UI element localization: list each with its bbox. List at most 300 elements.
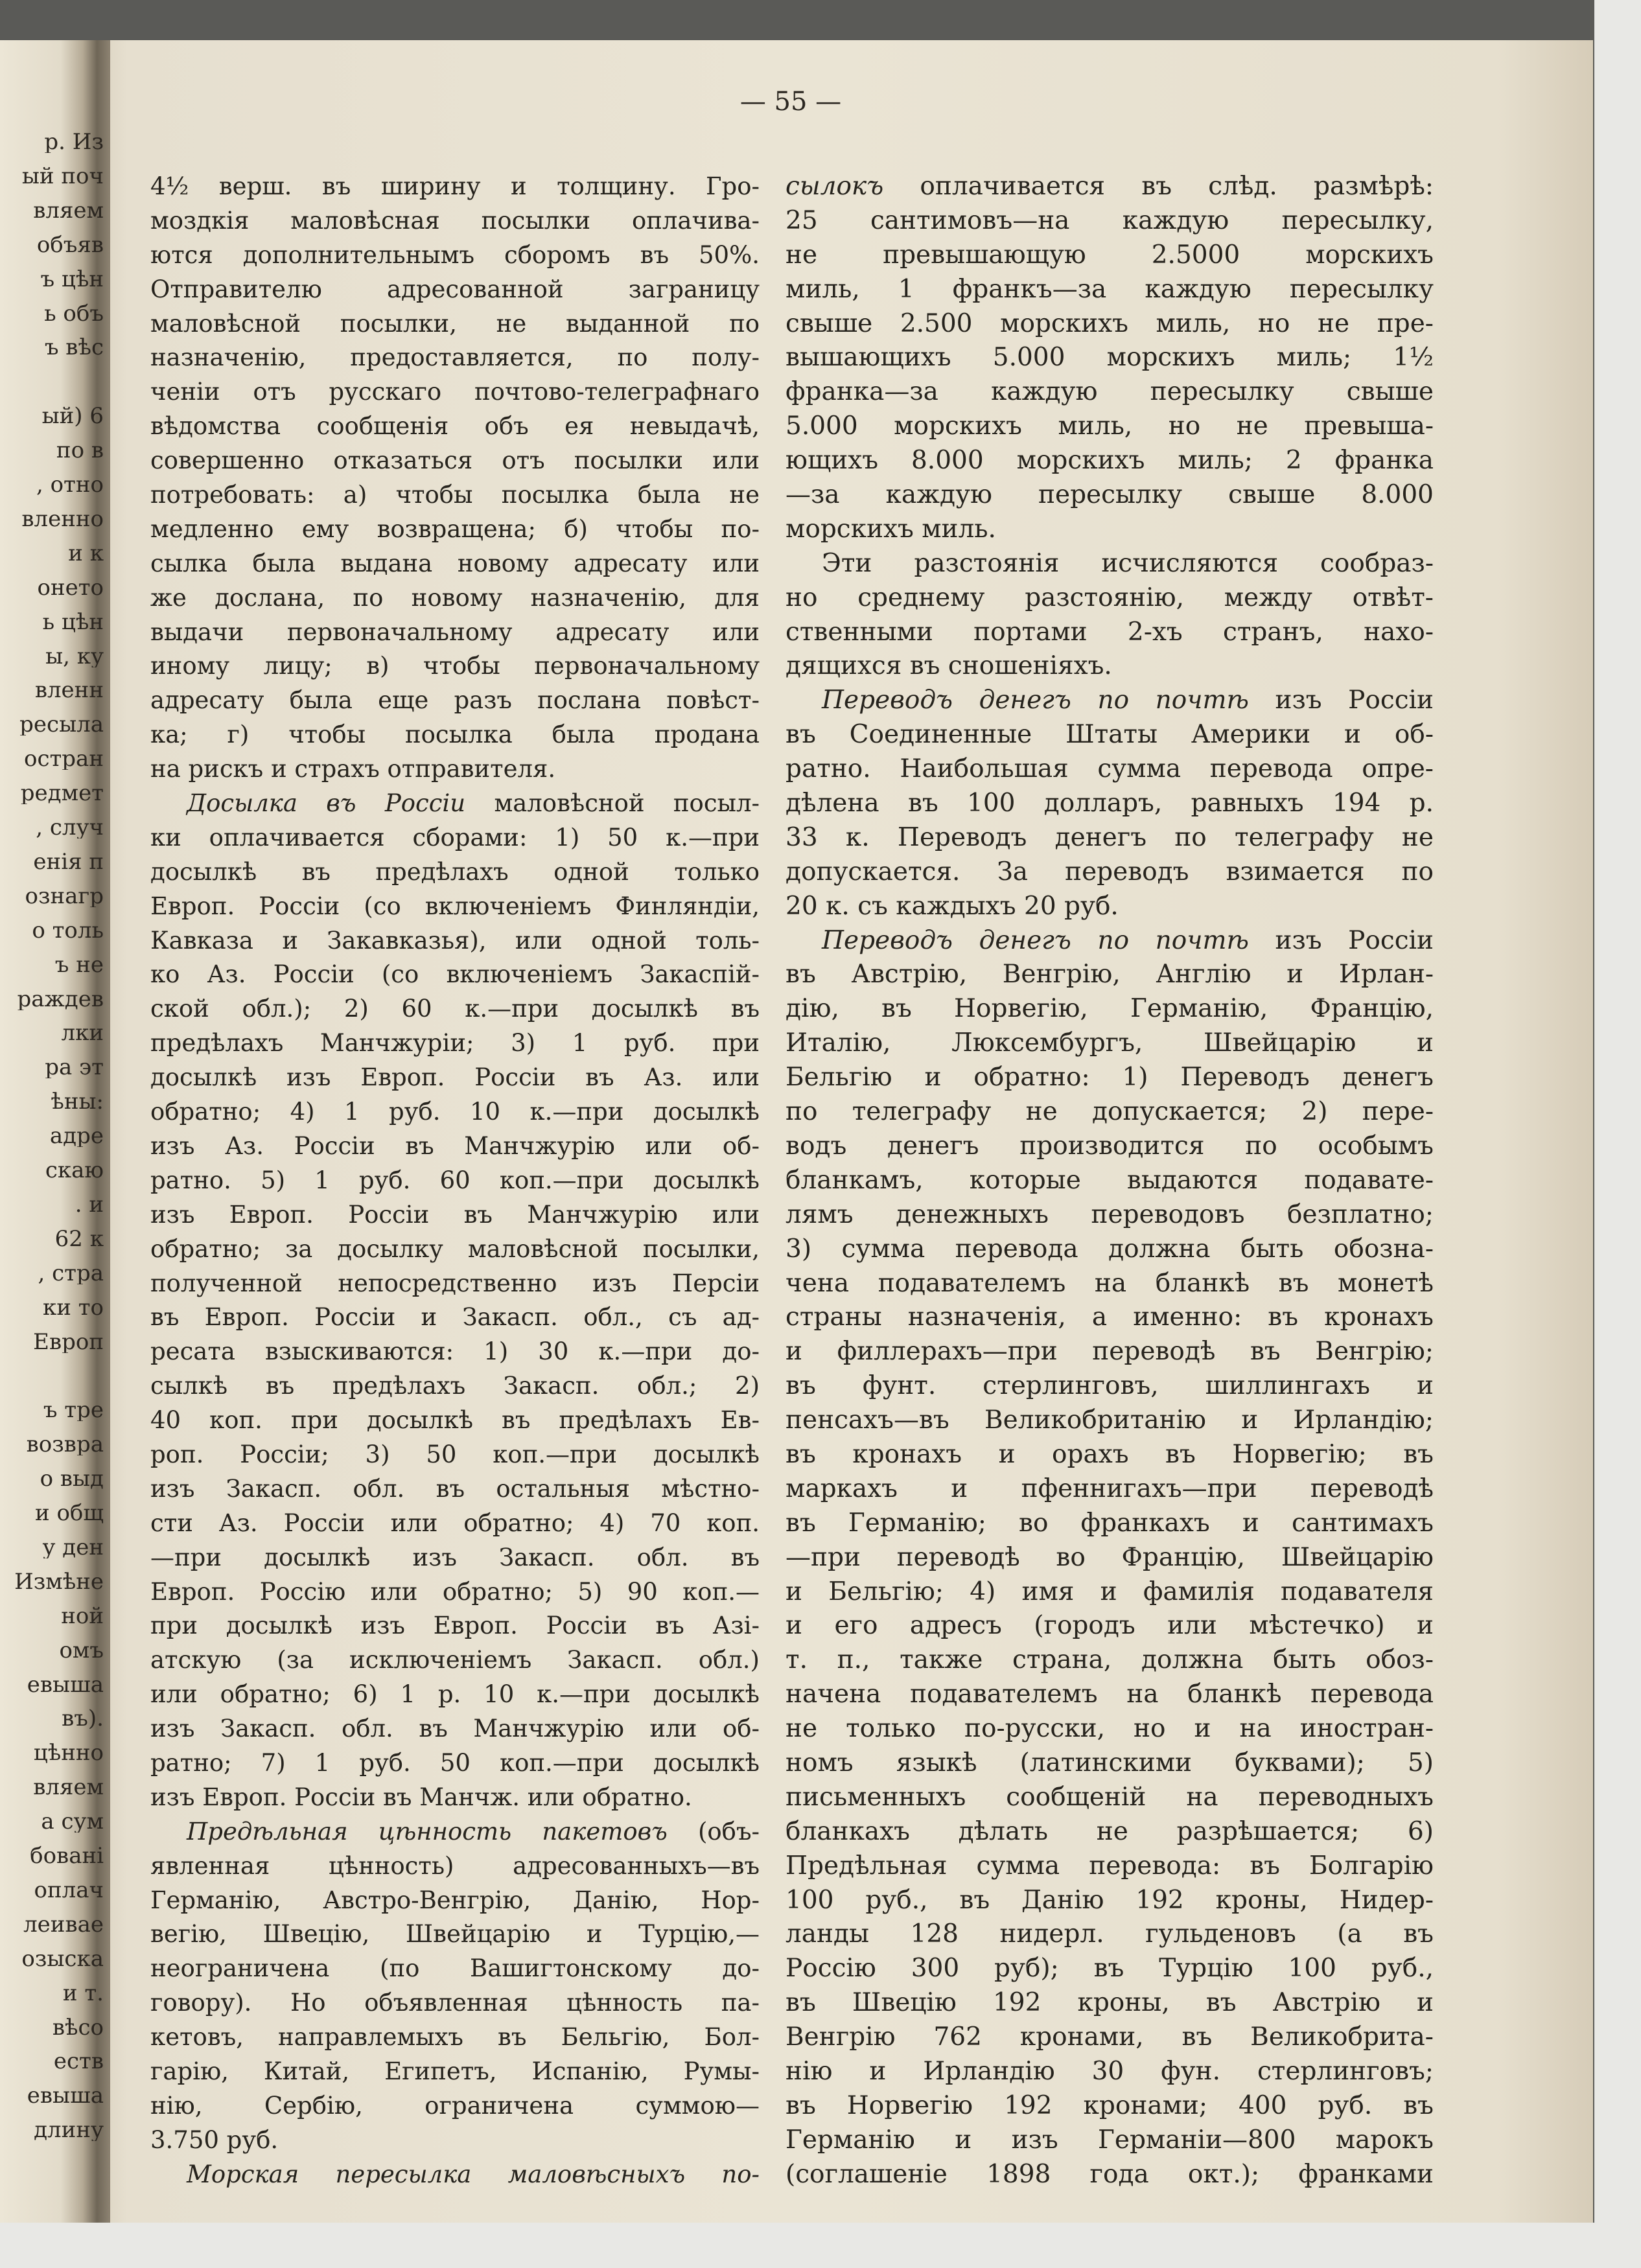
text-line bbox=[786, 204, 1434, 238]
previous-page-fragment: и к bbox=[68, 542, 104, 564]
line-text: изъ Россіи bbox=[1248, 925, 1434, 955]
text-line bbox=[150, 273, 760, 307]
text-line bbox=[150, 890, 760, 924]
line-text: начена подавателемъ на бланкѣ перевода bbox=[786, 1680, 1434, 1709]
previous-page-fragment: еств bbox=[53, 2050, 104, 2073]
previous-page-fragment: по в bbox=[56, 439, 104, 462]
line-text: изъ Аз. Россіи въ Манчжурію или об- bbox=[150, 1131, 760, 1160]
line-text: (объ- bbox=[667, 1817, 760, 1846]
text-line bbox=[786, 1164, 1434, 1198]
text-line bbox=[786, 1404, 1434, 1438]
line-text: адресату была еще разъ послана повѣст- bbox=[150, 686, 760, 715]
line-text: вышающихъ 5.000 морскихъ миль; 1½ bbox=[786, 343, 1434, 373]
text-line bbox=[150, 1026, 760, 1061]
line-text: ются дополнительнымъ сборомъ въ 50%. bbox=[150, 240, 760, 269]
text-line bbox=[150, 375, 760, 410]
text-line bbox=[150, 2089, 760, 2123]
line-text: дящихся въ сношеніяхъ. bbox=[786, 651, 1112, 681]
line-text: вегію, Швецію, Швейцарію и Турцію,— bbox=[150, 1920, 760, 1949]
line-text: Европ. Россію или обратно; 5) 90 коп.— bbox=[150, 1577, 760, 1606]
line-text: ки оплачивается сборами: 1) 50 к.—при bbox=[150, 823, 760, 851]
text-line bbox=[150, 616, 760, 650]
line-text: 40 коп. при досылкѣ въ предѣлахъ Ев- bbox=[150, 1406, 760, 1435]
line-text: въ Австрію, Венгрію, Англію и Ирлан- bbox=[786, 960, 1434, 989]
text-line bbox=[786, 581, 1434, 616]
line-text: досылкѣ изъ Европ. Россіи въ Аз. или bbox=[150, 1063, 760, 1092]
line-text: кетовъ, направлемыхъ въ Бельгію, Бол- bbox=[150, 2023, 760, 2052]
line-text: и его адресъ (городъ или мѣстечко) и bbox=[786, 1611, 1434, 1641]
text-line bbox=[150, 1129, 760, 1164]
text-line bbox=[150, 581, 760, 616]
previous-page-fragment: омъ bbox=[59, 1639, 104, 1661]
previous-page-fragment: озыска bbox=[21, 1947, 104, 1970]
previous-page-edge bbox=[0, 40, 110, 2224]
text-line bbox=[786, 1712, 1434, 1746]
previous-page-fragment: лки bbox=[61, 1022, 104, 1045]
line-text: при досылкѣ изъ Европ. Россіи въ Азі- bbox=[150, 1612, 760, 1640]
line-text: на рискъ и страхъ отправителя. bbox=[150, 755, 556, 783]
text-line bbox=[150, 1198, 760, 1232]
text-line bbox=[150, 1267, 760, 1301]
previous-page-fragment: енія п bbox=[33, 850, 104, 873]
previous-page-fragment: ресыла bbox=[19, 713, 104, 736]
line-text: миль, 1 франкъ—за каждую пересылку bbox=[786, 274, 1434, 304]
line-text: и Бельгію; 4) имя и фамилія подавателя bbox=[786, 1577, 1434, 1606]
line-text: моздкія маловѣсная посылки оплачива- bbox=[150, 206, 760, 235]
line-text: ской обл.); 2) 60 к.—при досылкѣ въ bbox=[150, 995, 760, 1023]
line-text: —при досылкѣ изъ Закасп. обл. въ bbox=[150, 1543, 760, 1571]
line-text: дѣлена въ 100 долларъ, равныхъ 194 р. bbox=[786, 789, 1434, 818]
line-text: и филлерахъ—при переводѣ въ Венгрію; bbox=[786, 1337, 1434, 1367]
text-line bbox=[150, 2020, 760, 2055]
text-line bbox=[150, 204, 760, 238]
previous-page-fragment: ъ цѣн bbox=[40, 268, 104, 290]
previous-page-fragment: вляем bbox=[33, 199, 104, 222]
previous-page-fragment: ъ тре bbox=[43, 1399, 104, 1422]
italic-heading: Переводъ денегъ по почтѣ bbox=[822, 925, 1249, 955]
line-text: ратно. Наибольшая сумма перевода опре- bbox=[786, 754, 1434, 784]
line-text: гарію, Китай, Египетъ, Испанію, Румы- bbox=[150, 2057, 760, 2085]
text-line bbox=[150, 478, 760, 513]
book-page bbox=[0, 40, 1593, 2224]
italic-heading: Предѣльная цѣнность пакетовъ bbox=[187, 1817, 668, 1846]
line-text: письменныхъ сообщеній на переводныхъ bbox=[786, 1782, 1434, 1812]
line-text: досылкѣ въ предѣлахъ одной только bbox=[150, 857, 760, 886]
previous-page-fragment: и общ bbox=[34, 1502, 104, 1524]
text-line bbox=[786, 478, 1434, 513]
line-text: ратно. 5) 1 руб. 60 коп.—при досылкѣ bbox=[150, 1166, 760, 1194]
text-line bbox=[150, 1232, 760, 1267]
text-line bbox=[786, 410, 1434, 444]
text-line bbox=[150, 1781, 760, 1815]
text-line bbox=[150, 787, 760, 821]
previous-page-fragment: , стра bbox=[38, 1262, 104, 1284]
text-line bbox=[786, 513, 1434, 547]
text-line bbox=[786, 444, 1434, 478]
line-text: въ фунт. стерлинговъ, шиллингахъ и bbox=[786, 1371, 1434, 1401]
line-text: же дослана, по новому назначенію, для bbox=[150, 583, 760, 612]
text-line bbox=[150, 1369, 760, 1404]
text-line bbox=[150, 958, 760, 992]
text-line bbox=[786, 958, 1434, 992]
previous-page-fragment: , отно bbox=[36, 474, 104, 496]
line-text: атскую (за исключеніемъ Закасп. обл.) bbox=[150, 1646, 760, 1674]
text-line bbox=[150, 1678, 760, 1712]
line-text: ственными портами 2-хъ странъ, нахо- bbox=[786, 617, 1434, 647]
line-text: ресата взыскиваются: 1) 30 к.—при до- bbox=[150, 1337, 760, 1366]
text-line bbox=[786, 1849, 1434, 1884]
text-line bbox=[786, 1095, 1434, 1129]
line-text: сти Аз. Россіи или обратно; 4) 70 коп. bbox=[150, 1509, 760, 1537]
text-line bbox=[786, 1815, 1434, 1849]
text-line bbox=[150, 1404, 760, 1438]
previous-page-fragment: евыша bbox=[27, 1673, 104, 1696]
line-text: предѣлахъ Манчжуріи; 3) 1 руб. при bbox=[150, 1029, 760, 1058]
text-line bbox=[786, 1917, 1434, 1952]
previous-page-fragment: ки то bbox=[43, 1296, 104, 1319]
line-text: совершенно отказаться отъ посылки или bbox=[150, 446, 760, 475]
line-text: морскихъ миль. bbox=[786, 514, 996, 544]
text-line bbox=[786, 238, 1434, 273]
previous-page-fragment: . и bbox=[75, 1193, 104, 1216]
text-line bbox=[150, 1095, 760, 1129]
line-text: въ Норвегію 192 кронами; 400 руб. въ bbox=[786, 2090, 1434, 2120]
line-text: франка—за каждую пересылку свыше bbox=[786, 377, 1434, 407]
line-text: чена подавателемъ на бланкѣ въ монетѣ bbox=[786, 1268, 1434, 1298]
previous-page-fragment: вленн bbox=[34, 679, 104, 702]
text-line bbox=[150, 1746, 760, 1781]
line-text: Россію 300 руб); въ Турцію 100 руб., bbox=[786, 1954, 1434, 1984]
text-line bbox=[786, 1472, 1434, 1507]
text-line bbox=[786, 1198, 1434, 1232]
line-text: потребовать: а) чтобы посылка была не bbox=[150, 481, 760, 509]
text-line bbox=[786, 1438, 1434, 1472]
previous-page-fragment: а сум bbox=[41, 1811, 104, 1833]
text-line bbox=[786, 1335, 1434, 1369]
line-text: въ Швецію 192 кроны, въ Австрію и bbox=[786, 1988, 1434, 2018]
line-text: обратно; 4) 1 руб. 10 к.—при досылкѣ bbox=[150, 1098, 760, 1126]
text-line bbox=[150, 410, 760, 444]
text-line bbox=[150, 718, 760, 752]
text-line bbox=[150, 821, 760, 855]
line-text: ка; г) чтобы посылка была продана bbox=[150, 721, 760, 749]
text-line bbox=[786, 1507, 1434, 1541]
text-line bbox=[150, 307, 760, 341]
previous-page-fragment: редмет bbox=[20, 782, 104, 805]
text-line bbox=[150, 1849, 760, 1884]
line-text: 3.750 руб. bbox=[150, 2125, 279, 2154]
line-text: говору). Но объявленная цѣнность па- bbox=[150, 1989, 760, 2017]
text-line bbox=[786, 1369, 1434, 1404]
line-text: неограничена (по Вашигтонскому до- bbox=[150, 1954, 760, 1983]
text-line bbox=[786, 1575, 1434, 1610]
line-text: ратно; 7) 1 руб. 50 коп.—при досылкѣ bbox=[150, 1748, 760, 1777]
line-text: ченіи отъ русскаго почтово-телеграфнаго bbox=[150, 378, 760, 406]
text-line bbox=[150, 1438, 760, 1472]
scan-margin-right bbox=[1594, 0, 1641, 2268]
line-text: пенсахъ—въ Великобританію и Ирландію; bbox=[786, 1406, 1434, 1435]
line-text: (соглашеніе 1898 года окт.); франками bbox=[786, 2159, 1434, 2189]
line-text: нію, Сербію, ограничена суммою— bbox=[150, 2091, 760, 2120]
line-text: Венгрію 762 кронами, въ Великобрита- bbox=[786, 2022, 1434, 2052]
line-text: сылка была выдана новому адресату или bbox=[150, 549, 760, 577]
right-column bbox=[786, 170, 1434, 2192]
text-line bbox=[150, 547, 760, 581]
text-line bbox=[150, 649, 760, 684]
line-text: ланды 128 нидерл. гульденовъ (а въ bbox=[786, 1919, 1434, 1949]
previous-page-fragment: вляем bbox=[33, 1776, 104, 1799]
previous-page-fragment: остран bbox=[23, 748, 104, 770]
line-text: изъ Европ. Россіи въ Манчж. или обратно. bbox=[150, 1783, 692, 1811]
line-text: т. п., также страна, должна быть обоз- bbox=[786, 1645, 1434, 1675]
text-line bbox=[786, 2055, 1434, 2089]
previous-page-fragment: р. Из bbox=[44, 131, 104, 153]
text-line bbox=[150, 1952, 760, 1986]
line-text: въ кронахъ и орахъ въ Норвегію; въ bbox=[786, 1439, 1434, 1469]
line-text: Германію, Австро-Венгрію, Данію, Нор- bbox=[150, 1886, 760, 1914]
text-line bbox=[150, 855, 760, 890]
page-number: — 55 — bbox=[739, 87, 842, 117]
line-text: Италію, Люксембургъ, Швейцарію и bbox=[786, 1028, 1434, 1058]
text-line bbox=[150, 1917, 760, 1952]
text-line bbox=[150, 684, 760, 718]
line-text: обратно; за досылку маловѣсной посылки, bbox=[150, 1234, 760, 1263]
previous-page-fragment: въ). bbox=[62, 1707, 104, 1730]
text-line bbox=[150, 1335, 760, 1369]
text-line bbox=[150, 1061, 760, 1095]
line-text: по телеграфу не допускается; 2) пере- bbox=[786, 1097, 1434, 1127]
line-text: 3) сумма перевода должна быть обозна- bbox=[786, 1234, 1434, 1264]
line-text: роп. Россіи; 3) 50 коп.—при досылкѣ bbox=[150, 1440, 760, 1468]
line-text: или обратно; 6) 1 р. 10 к.—при досылкѣ bbox=[150, 1680, 760, 1709]
line-text: явленная цѣнность) адресованныхъ—въ bbox=[150, 1851, 760, 1880]
line-text: медленно ему возвращена; б) чтобы по- bbox=[150, 515, 760, 543]
line-text: —за каждую пересылку свыше 8.000 bbox=[786, 480, 1434, 510]
previous-page-fragment: длину bbox=[34, 2119, 104, 2142]
previous-page-fragment: ной bbox=[61, 1604, 104, 1627]
line-text: бланкамъ, которые выдаются подавате- bbox=[786, 1165, 1434, 1195]
text-line bbox=[150, 1815, 760, 1849]
line-text: въ Соединенные Штаты Америки и об- bbox=[786, 720, 1434, 750]
text-line bbox=[786, 992, 1434, 1026]
italic-heading: Морская пересылка маловѣсныхъ по- bbox=[187, 2160, 760, 2188]
line-text: допускается. За переводъ взимается по bbox=[786, 857, 1434, 886]
text-line bbox=[786, 821, 1434, 855]
line-text: Бельгію и обратно: 1) Переводъ денегъ bbox=[786, 1063, 1434, 1093]
line-text: не превышающую 2.5000 морскихъ bbox=[786, 240, 1434, 270]
text-line bbox=[150, 513, 760, 547]
previous-page-fragment: евыша bbox=[27, 2085, 104, 2107]
previous-page-fragment: вѣсо bbox=[52, 2016, 104, 2039]
previous-page-fragment: о выд bbox=[40, 1468, 104, 1490]
previous-page-fragment: ы, ку bbox=[45, 645, 104, 667]
text-line bbox=[786, 752, 1434, 787]
previous-page-fragment: ый поч bbox=[21, 165, 104, 187]
text-line bbox=[786, 2123, 1434, 2158]
previous-page-fragment: 62 к bbox=[54, 1227, 104, 1250]
line-text: но среднему разстоянію, между отвѣт- bbox=[786, 583, 1434, 612]
text-line bbox=[150, 1472, 760, 1507]
previous-page-fragment: леивае bbox=[23, 1913, 104, 1936]
previous-page-fragment: цѣнно bbox=[33, 1742, 104, 1765]
line-text: Отправителю адресованной заграницу bbox=[150, 275, 760, 303]
previous-page-fragment: ь цѣн bbox=[42, 610, 104, 633]
line-text: ющихъ 8.000 морскихъ миль; 2 франка bbox=[786, 446, 1434, 476]
line-text: маловѣсной посылки, не выданной по bbox=[150, 309, 760, 338]
text-line bbox=[150, 1712, 760, 1746]
text-line bbox=[786, 1232, 1434, 1267]
previous-page-fragment: онето bbox=[37, 576, 104, 599]
line-text: 5.000 морскихъ миль, но не превыша- bbox=[786, 411, 1434, 441]
text-line bbox=[786, 2020, 1434, 2055]
text-line bbox=[786, 1026, 1434, 1061]
text-line bbox=[150, 1884, 760, 1918]
line-text: Европ. Россіи (со включеніемъ Финляндіи, bbox=[150, 892, 760, 920]
text-line bbox=[786, 1986, 1434, 2020]
previous-page-fragment: ѣны: bbox=[51, 1091, 104, 1113]
line-text: лямъ денежныхъ переводовъ безплатно; bbox=[786, 1199, 1434, 1229]
text-line bbox=[786, 1129, 1434, 1164]
line-text: дію, въ Норвегію, Германію, Францію, bbox=[786, 994, 1434, 1024]
previous-page-fragment: ый) 6 bbox=[41, 405, 104, 428]
line-text: 20 к. съ каждыхъ 20 руб. bbox=[786, 891, 1119, 921]
text-line bbox=[786, 1952, 1434, 1986]
text-line bbox=[786, 718, 1434, 752]
previous-page-fragment: адре bbox=[49, 1125, 104, 1148]
text-line bbox=[786, 649, 1434, 684]
line-text: маловѣсной посыл- bbox=[465, 789, 760, 818]
text-line bbox=[786, 684, 1434, 718]
text-line bbox=[150, 1164, 760, 1198]
line-text: —при переводѣ во Францію, Швейцарію bbox=[786, 1542, 1434, 1572]
text-line bbox=[150, 1301, 760, 1335]
previous-page-fragment: ъ не bbox=[54, 953, 104, 976]
line-text: оплачивается въ слѣд. размѣрѣ: bbox=[883, 172, 1434, 201]
line-text: назначенію, предоставляется, по полу- bbox=[150, 343, 760, 372]
line-text: свыше 2.500 морскихъ миль, но не пре- bbox=[786, 308, 1434, 338]
text-line bbox=[786, 1884, 1434, 1918]
text-line bbox=[786, 787, 1434, 821]
text-line bbox=[150, 1643, 760, 1678]
previous-page-fragment: Измѣне bbox=[14, 1570, 104, 1593]
text-line bbox=[786, 1746, 1434, 1781]
text-line bbox=[786, 1781, 1434, 1815]
scan-margin-bottom bbox=[0, 2223, 1641, 2268]
line-text: номъ языкѣ (латинскими буквами); 5) bbox=[786, 1748, 1434, 1777]
italic-heading: Досылка въ Россіи bbox=[187, 789, 466, 818]
text-line bbox=[786, 1678, 1434, 1712]
text-line bbox=[786, 1609, 1434, 1643]
line-text: въ Германію; во франкахъ и сантимахъ bbox=[786, 1508, 1434, 1538]
text-line bbox=[150, 1986, 760, 2020]
line-text: бланкахъ дѣлать не разрѣшается; 6) bbox=[786, 1816, 1434, 1846]
previous-page-fragment: ра эт bbox=[45, 1056, 104, 1079]
text-line bbox=[150, 444, 760, 478]
text-line bbox=[786, 855, 1434, 890]
previous-page-fragment: вленно bbox=[21, 507, 104, 530]
text-line bbox=[150, 238, 760, 273]
line-text: изъ Закасп. обл. въ остальныя мѣстно- bbox=[150, 1474, 760, 1503]
text-line bbox=[786, 616, 1434, 650]
text-line bbox=[786, 273, 1434, 307]
text-line bbox=[786, 2158, 1434, 2192]
text-line bbox=[150, 752, 760, 787]
previous-page-fragment: возвра bbox=[26, 1433, 104, 1456]
line-text: изъ Россіи bbox=[1248, 686, 1434, 715]
line-text: не только по-русски, но и на иностран- bbox=[786, 1714, 1434, 1744]
previous-page-fragment: оплач bbox=[34, 1879, 104, 1901]
left-column bbox=[150, 170, 760, 2192]
line-text: 4½ верш. въ ширину и толщину. Гро- bbox=[150, 172, 760, 200]
text-line bbox=[786, 1643, 1434, 1678]
text-line bbox=[150, 2158, 760, 2192]
text-line bbox=[150, 1541, 760, 1575]
line-text: выдачи первоначальному адресату или bbox=[150, 618, 760, 646]
text-line bbox=[150, 341, 760, 375]
text-line bbox=[786, 307, 1434, 341]
italic-heading: Переводъ денегъ по почтѣ bbox=[822, 686, 1249, 715]
line-text: иному лицу; в) чтобы первоначальному bbox=[150, 652, 760, 680]
line-text: изъ Закасп. обл. въ Манчжурію или об- bbox=[150, 1715, 760, 1743]
line-text: водъ денегъ производится по особымъ bbox=[786, 1131, 1434, 1161]
line-text: маркахъ и пфеннигахъ—при переводѣ bbox=[786, 1474, 1434, 1503]
line-text: нію и Ирландію 30 фун. стерлинговъ; bbox=[786, 2056, 1434, 2086]
text-line bbox=[150, 1609, 760, 1643]
text-line bbox=[786, 890, 1434, 924]
line-text: въ Европ. Россіи и Закасп. обл., съ ад- bbox=[150, 1303, 760, 1332]
previous-page-fragment: ъ вѣс bbox=[44, 336, 104, 359]
text-line bbox=[150, 992, 760, 1026]
previous-page-fragment: , случ bbox=[36, 816, 104, 839]
previous-page-fragment: объяв bbox=[36, 233, 104, 256]
text-line bbox=[786, 547, 1434, 581]
line-text: Эти разстоянія исчисляются сообраз- bbox=[822, 548, 1434, 578]
text-line bbox=[150, 924, 760, 958]
line-text: полученной непосредственно изъ Персіи bbox=[150, 1269, 760, 1297]
text-line bbox=[786, 2089, 1434, 2123]
line-text: Предѣльная сумма перевода: въ Болгарію bbox=[786, 1851, 1434, 1880]
text-line bbox=[150, 2123, 760, 2158]
previous-page-fragment: Европ bbox=[33, 1330, 104, 1353]
previous-page-fragment: скаю bbox=[45, 1159, 104, 1181]
line-text: изъ Европ. Россіи въ Манчжурію или bbox=[150, 1200, 760, 1229]
previous-page-fragment: о толь bbox=[32, 919, 104, 942]
italic-heading: сылокъ bbox=[786, 172, 884, 201]
line-text: ко Аз. Россіи (со включеніемъ Закаспій- bbox=[150, 960, 760, 989]
text-line bbox=[786, 375, 1434, 410]
line-text: Германію и изъ Германіи—800 марокъ bbox=[786, 2125, 1434, 2155]
text-line bbox=[786, 170, 1434, 204]
line-text: Кавказа и Закавказья), или одной толь- bbox=[150, 926, 760, 955]
previous-page-fragment: раждев bbox=[17, 988, 104, 1010]
line-text: 25 сантимовъ—на каждую пересылку, bbox=[786, 205, 1434, 235]
text-line bbox=[786, 924, 1434, 958]
line-text: вѣдомства сообщенія объ ея невыдачѣ, bbox=[150, 412, 760, 441]
previous-page-fragment: ь объ bbox=[44, 302, 104, 325]
text-line bbox=[150, 170, 760, 204]
previous-page-fragment: и т. bbox=[62, 1982, 104, 2004]
line-text: 33 к. Переводъ денегъ по телеграфу не bbox=[786, 822, 1434, 852]
line-text: 100 руб., въ Данію 192 кроны, Нидер- bbox=[786, 1885, 1434, 1915]
previous-page-fragment: бовані bbox=[30, 1845, 104, 1867]
line-text: сылкѣ въ предѣлахъ Закасп. обл.; 2) bbox=[150, 1372, 760, 1400]
line-text: страны назначенія, а именно: въ кронахъ bbox=[786, 1302, 1434, 1332]
text-line bbox=[150, 1507, 760, 1541]
text-line bbox=[150, 2055, 760, 2089]
text-line bbox=[786, 1267, 1434, 1301]
previous-page-fragment: у ден bbox=[42, 1536, 104, 1558]
previous-page-fragment: ознагр bbox=[25, 885, 104, 907]
